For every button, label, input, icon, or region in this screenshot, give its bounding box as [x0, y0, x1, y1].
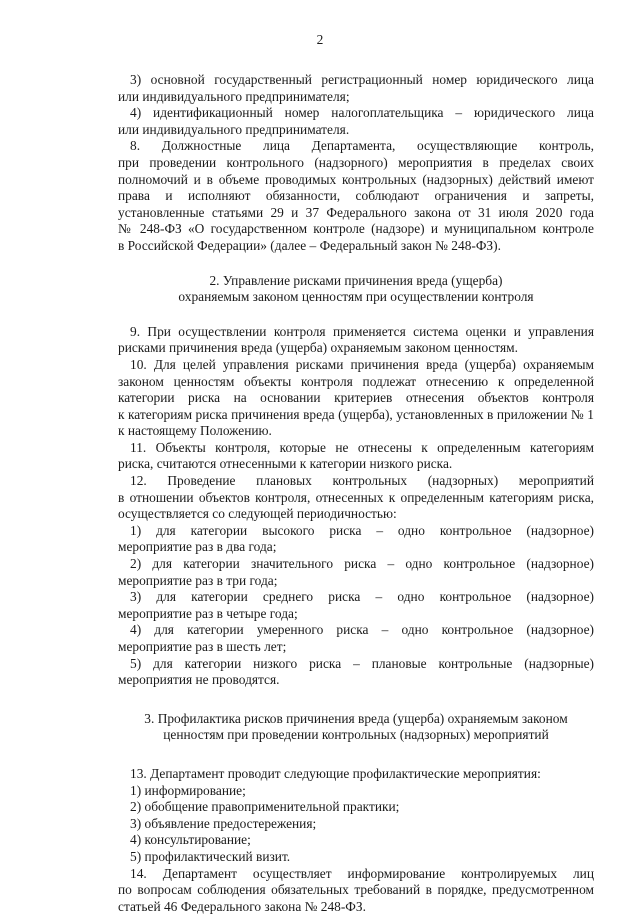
list-item	[118, 523, 594, 556]
section-title-line: охраняемым законом ценностям при осуществлении контроля	[178, 289, 534, 305]
paragraph-line: 8. Должностные лица Департамента, осуществляющие контроль,	[130, 138, 594, 154]
paragraph-line: по вопросам соблюдения обязательных требований в порядке, предусмотренном	[118, 882, 594, 898]
paragraph-line: статьей 46 Федерального закона № 248-ФЗ.	[118, 898, 366, 914]
paragraph-line: 11. Объекты контроля, которые не отнесены к определенным категориям	[130, 439, 594, 455]
paragraph-line: установленные статьями 29 и 37 Федерального закона от 31 июля 2020 года	[118, 204, 594, 220]
section-title-line: ценностям при проведении контрольных (надзорных) мероприятий	[163, 727, 549, 743]
paragraph-line: 5) для категории низкого риска – плановые контрольные (надзорные)	[130, 655, 594, 671]
paragraph-line: мероприятие раз в четыре года;	[118, 605, 298, 621]
paragraph-line: 12. Проведение плановых контрольных (надзорных) мероприятий	[130, 473, 594, 489]
paragraph-8	[118, 138, 594, 254]
paragraph-line: права и исполняют обязанности, соблюдают ограничения и запреты,	[118, 188, 594, 204]
section-title-line: 3. Профилактика рисков причинения вреда (ущерба) охраняемым законом	[144, 710, 568, 726]
paragraph-line: полномочий и в объеме проводимых контрольных (надзорных) действий имеют	[118, 171, 594, 187]
list-item	[118, 656, 594, 689]
periodicity-list	[118, 523, 594, 689]
paragraph-3-ogrn	[118, 72, 594, 105]
paragraph-line: рисками причинения вреда (ущерба) охраняемым законом ценностям.	[118, 340, 518, 356]
list-item: 3) объявление предостережения;	[130, 815, 317, 831]
section-3-heading	[118, 711, 594, 744]
paragraph-line: к категориям риска причинения вреда (ущерба), установленных в приложении № 1	[118, 406, 594, 422]
paragraph-line: к настоящему Положению.	[118, 423, 272, 439]
paragraph-line: 9. При осуществлении контроля применяется система оценки и управления	[130, 323, 594, 339]
list-item	[118, 622, 594, 655]
paragraph-line: в Российской Федерации» (далее – Федеральный закон № 248-ФЗ).	[118, 237, 501, 253]
list-item	[118, 589, 594, 622]
list-item: 2) обобщение правоприменительной практики;	[130, 799, 400, 815]
list-item: 1) информирование;	[130, 782, 246, 798]
paragraph-9	[118, 324, 594, 357]
paragraph-14	[118, 866, 594, 915]
paragraph-line: 14. Департамент осуществляет информирование контролируемых лиц	[130, 865, 594, 881]
list-item: 4) консультирование;	[130, 832, 251, 848]
paragraph-10	[118, 357, 594, 440]
paragraph-line: категории риска на основании критериев отнесения объектов контроля	[118, 390, 594, 406]
paragraph-line: 1) для категории высокого риска – одно контрольное (надзорное)	[130, 522, 594, 538]
paragraph-line: мероприятия не проводятся.	[118, 672, 280, 688]
paragraph-line: № 248-ФЗ «О государственном контроле (надзоре) и муниципальном контроле	[118, 221, 594, 237]
paragraph-line: риска, считаются отнесенными к категории низкого риска.	[118, 456, 453, 472]
paragraph-line: мероприятие раз в два года;	[118, 539, 277, 555]
document-body	[118, 72, 594, 915]
paragraph-line: 3) основной государственный регистрационный номер юридического лица	[130, 72, 594, 87]
page-number: 2	[316, 32, 324, 47]
paragraph-line: осуществляется со следующей периодичностью:	[118, 506, 397, 522]
paragraph-line: или индивидуального предпринимателя.	[118, 121, 350, 137]
paragraph-11	[118, 440, 594, 473]
paragraph-line: при проведении контрольного (надзорного) мероприятия в пределах своих	[118, 154, 594, 170]
paragraph-line: 4) идентификационный номер налогоплательщика – юридического лица	[130, 105, 594, 121]
section-2-heading	[118, 273, 594, 306]
paragraph-line: 3) для категории среднего риска – одно контрольное (надзорное)	[130, 589, 594, 605]
paragraph-line: 4) для категории умеренного риска – одно контрольное (надзорное)	[130, 622, 594, 638]
paragraph-12	[118, 473, 594, 523]
section-title-line: 2. Управление рисками причинения вреда (ущерба)	[209, 272, 503, 288]
paragraph-4-inn	[118, 105, 594, 138]
paragraph-line: 13. Департамент проводит следующие профилактические мероприятия:	[130, 765, 541, 781]
paragraph-line: 10. Для целей управления рисками причинения вреда (ущерба) охраняемым	[130, 356, 594, 372]
paragraph-line: мероприятие раз в шесть лет;	[118, 639, 287, 654]
paragraph-line: в отношении объектов контроля, отнесенных к определенным категориям риска,	[118, 489, 594, 505]
paragraph-line: законом ценностям объекты контроля подлежат отнесению к определенной	[118, 373, 594, 389]
paragraph-13	[118, 766, 594, 866]
list-item	[118, 556, 594, 589]
paragraph-line: или индивидуального предпринимателя;	[118, 88, 350, 104]
paragraph-line: мероприятие раз в три года;	[118, 572, 278, 588]
list-item: 5) профилактический визит.	[130, 848, 291, 864]
paragraph-line: 2) для категории значительного риска – одно контрольное (надзорное)	[130, 556, 594, 572]
